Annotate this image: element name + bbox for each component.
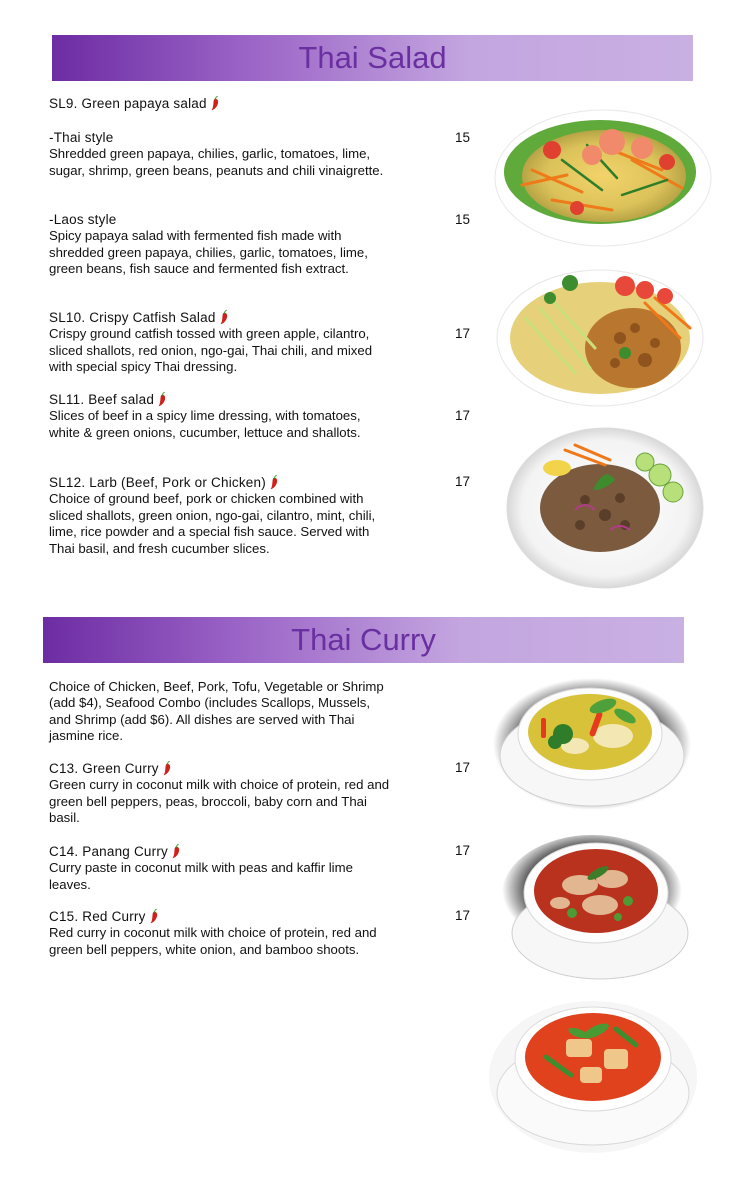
item-description: Curry paste in coconut milk with peas and kaffir lime leaves. [49, 860, 353, 892]
chili-pepper-icon [219, 309, 229, 325]
curry-intro [49, 679, 394, 745]
item-title: C15. Red Curry [49, 909, 146, 924]
item-title: SL12. Larb (Beef, Pork or Chicken) [49, 475, 266, 490]
menu-item-c15 [49, 908, 394, 958]
catfish-salad-photo [495, 268, 705, 408]
section-title-salad: Thai Salad [298, 40, 447, 75]
panang-curry-photo [500, 833, 690, 983]
menu-item-sl12 [49, 474, 394, 557]
chili-pepper-icon [162, 760, 172, 776]
section-title-curry: Thai Curry [291, 622, 436, 657]
item-title: SL10. Crispy Catfish Salad [49, 310, 216, 325]
beef-salad-photo [505, 420, 705, 590]
chili-pepper-icon [210, 95, 220, 111]
menu-item-thai-style [49, 130, 394, 179]
item-description: Spicy papaya salad with fermented fish made with shredded green papaya, chilies, garlic, tomatoes, lime, green beans, fish sauce and fermented fish extract. [49, 228, 368, 277]
menu-item-sl9 [49, 95, 394, 112]
item-title: -Thai style [49, 130, 114, 145]
item-title: SL11. Beef salad [49, 392, 155, 407]
section-banner-salad [52, 35, 693, 81]
item-price: 17 [455, 760, 471, 775]
item-price: 17 [455, 408, 471, 423]
chili-pepper-icon [269, 474, 279, 490]
menu-item-sl11 [49, 391, 394, 441]
item-price: 17 [455, 326, 471, 341]
item-description: Red curry in coconut milk with choice of protein, red and green bell peppers, white onion, and bamboo shoots. [49, 925, 377, 957]
chili-pepper-icon [157, 391, 167, 407]
green-curry-photo [493, 676, 691, 812]
item-description: Crispy ground catfish tossed with green apple, cilantro, sliced shallots, red onion, ngo-gai, Thai chili, and mixed with special spicy Thai dressing. [49, 326, 373, 375]
item-title: SL9. Green papaya salad [49, 96, 207, 111]
chili-pepper-icon [171, 843, 181, 859]
section-banner-curry [43, 617, 684, 663]
item-description: Choice of ground beef, pork or chicken combined with sliced shallots, green onion, ngo-gai, cilantro, mint, chili, lime, rice powder and a special fish sauce. Served with Thai basil, and fresh cucumber slices. [49, 491, 376, 556]
item-title: C14. Panang Curry [49, 844, 168, 859]
red-curry-photo [486, 997, 700, 1157]
menu-item-sl10 [49, 309, 394, 376]
menu-item-c13 [49, 760, 394, 827]
curry-intro-text: Choice of Chicken, Beef, Pork, Tofu, Vegetable or Shrimp (add $4), Seafood Combo (includes Scallops, Mussels, and Shrimp (add $6). All dishes are served with Thai jasmine rice. [49, 679, 384, 744]
menu-item-c14 [49, 843, 394, 893]
item-description: Shredded green papaya, chilies, garlic, tomatoes, lime, sugar, shrimp, green beans, peanuts and chili vinaigrette. [49, 146, 384, 178]
chili-pepper-icon [149, 908, 159, 924]
item-description: Green curry in coconut milk with choice of protein, red and green bell peppers, peas, broccoli, baby corn and Thai basil. [49, 777, 390, 826]
item-price: 17 [455, 843, 471, 858]
item-title: C13. Green Curry [49, 761, 159, 776]
item-title: -Laos style [49, 212, 117, 227]
item-price: 17 [455, 908, 471, 923]
item-price: 15 [455, 212, 471, 227]
menu-item-laos-style [49, 212, 394, 278]
item-price: 15 [455, 130, 471, 145]
papaya-salad-photo [492, 100, 714, 250]
item-price: 17 [455, 474, 471, 489]
item-description: Slices of beef in a spicy lime dressing, with tomatoes, white & green onions, cucumber, lettuce and shallots. [49, 408, 361, 440]
